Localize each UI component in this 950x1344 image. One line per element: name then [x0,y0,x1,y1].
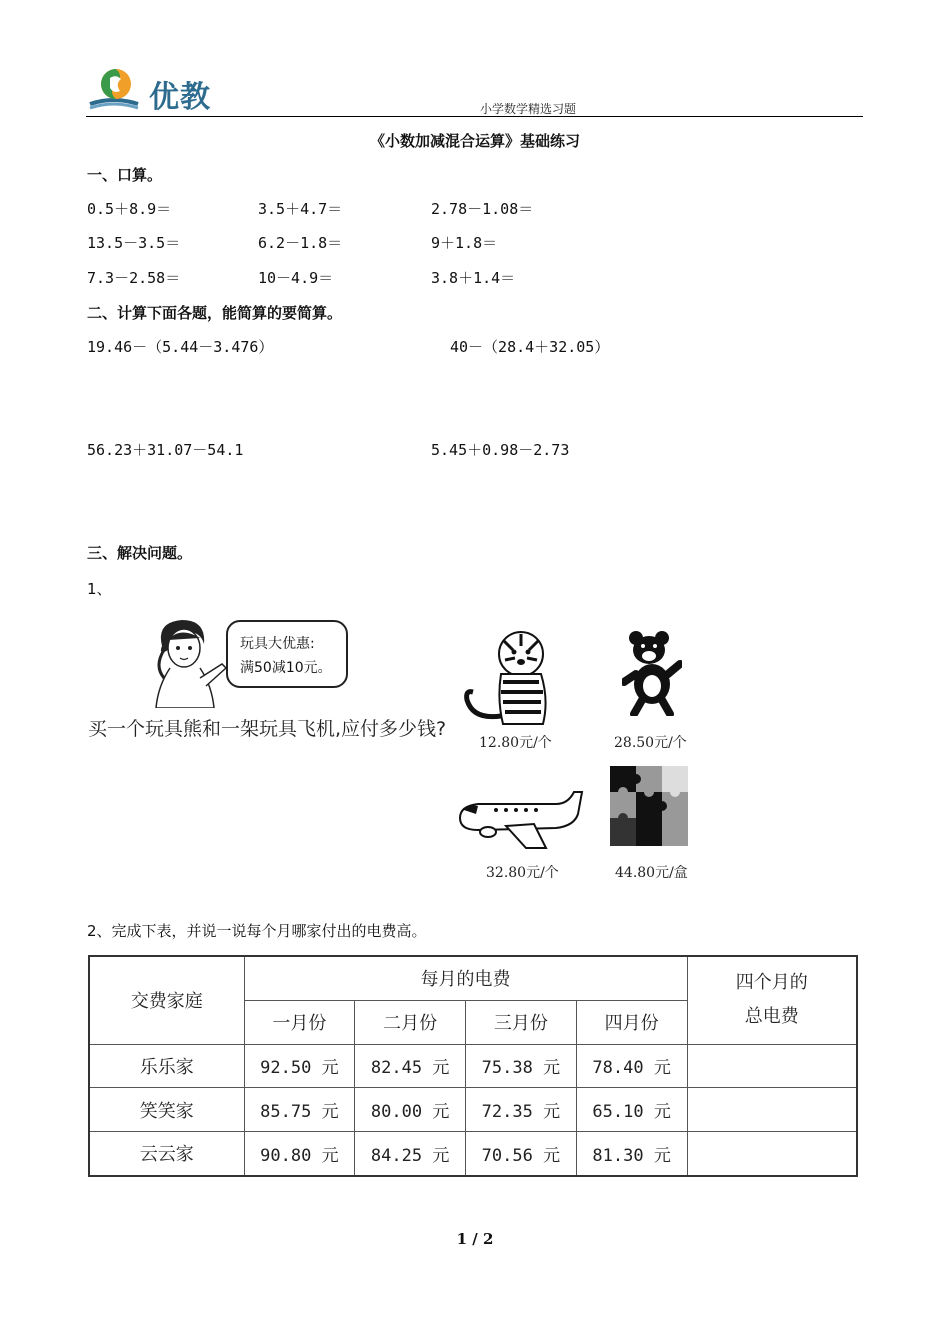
family-cell: 云云家 [89,1131,244,1176]
fee-cell: 81.30 元 [576,1131,687,1176]
logo [86,66,226,115]
price-tag: 44.80元/盒 [615,865,688,881]
fee-cell: 78.40 元 [576,1044,687,1088]
question-2-prompt: 2、完成下表，并说一说每个月哪家付出的电费高。 [87,922,427,940]
month-header: 一月份 [244,1000,355,1044]
table-header-row [89,956,857,1000]
oral-calc-item: 0.5＋8.9＝ [87,200,172,218]
month-header: 四月份 [576,1000,687,1044]
oral-calc-item: 3.8＋1.4＝ [431,269,516,287]
col-total-header [687,956,857,1044]
calc-problem: 19.46－（5.44－3.476） [87,338,274,356]
header-subject: 小学数学精选习题 [480,102,577,116]
oral-calc-item: 6.2－1.8＝ [258,234,343,252]
section-1-heading: 一、口算。 [87,166,163,184]
page-title: 《小数加减混合运算》基础练习 [369,132,580,150]
price-tag: 28.50元/个 [614,735,687,751]
oral-calc-item: 9＋1.8＝ [431,234,498,252]
table-row [89,1044,857,1088]
total-answer-cell[interactable] [687,1044,857,1088]
col-total-label: 总电费 [744,1006,799,1028]
table-row [89,1088,857,1132]
oral-calc-item: 3.5＋4.7＝ [258,200,343,218]
oral-calc-item: 13.5－3.5＝ [87,234,181,252]
month-header: 三月份 [466,1000,577,1044]
logo-mark-icon [86,66,146,112]
fee-cell: 90.80 元 [244,1131,355,1176]
oral-calc-item: 7.3－2.58＝ [87,269,181,287]
month-header: 二月份 [355,1000,466,1044]
fee-cell: 70.56 元 [466,1131,577,1176]
section-3-heading: 三、解决问题。 [87,544,193,562]
family-cell: 笑笑家 [89,1088,244,1132]
oral-calc-item: 2.78－1.08＝ [431,200,534,218]
speech-bubble [226,620,348,688]
oral-calc-item: 10－4.9＝ [258,269,334,287]
calc-problem: 56.23＋31.07－54.1 [87,441,244,459]
table-row [89,1131,857,1176]
question-1-number: 1、 [87,580,112,598]
puzzle-icon [608,764,690,848]
col-monthly-header: 每月的电费 [244,956,687,1000]
fee-cell: 85.75 元 [244,1088,355,1132]
price-tag: 32.80元/个 [486,865,559,881]
price-tag: 12.80元/个 [479,735,552,751]
calc-problem: 5.45＋0.98－2.73 [431,441,570,459]
fee-cell: 84.25 元 [355,1131,466,1176]
fee-cell: 72.35 元 [466,1088,577,1132]
fee-cell: 80.00 元 [355,1088,466,1132]
bear-icon [622,628,682,716]
col-family-header: 交费家庭 [89,956,244,1044]
tiger-icon [463,620,559,728]
col-total-label: 四个月的 [735,972,808,994]
calc-problem: 40－（28.4＋32.05） [450,338,610,356]
logo-text: 优教 [149,80,211,115]
page-number: 1 / 2 [456,1230,494,1248]
fee-cell: 92.50 元 [244,1044,355,1088]
girl-illustration-icon [148,616,228,708]
airplane-icon [456,788,584,852]
family-cell: 乐乐家 [89,1044,244,1088]
header-divider [86,116,863,117]
fee-cell: 75.38 元 [466,1044,577,1088]
section-2-heading: 二、计算下面各题，能简算的要简算。 [87,304,343,322]
fee-cell: 65.10 元 [576,1088,687,1132]
electricity-fee-table [88,955,858,1177]
question-1-text: 买一个玩具熊和一架玩具飞机,应付多少钱? [88,718,447,740]
bubble-line: 满50减10元。 [240,660,332,676]
fee-cell: 82.45 元 [355,1044,466,1088]
total-answer-cell[interactable] [687,1088,857,1132]
total-answer-cell[interactable] [687,1131,857,1176]
bubble-line: 玩具大优惠: [240,636,315,652]
